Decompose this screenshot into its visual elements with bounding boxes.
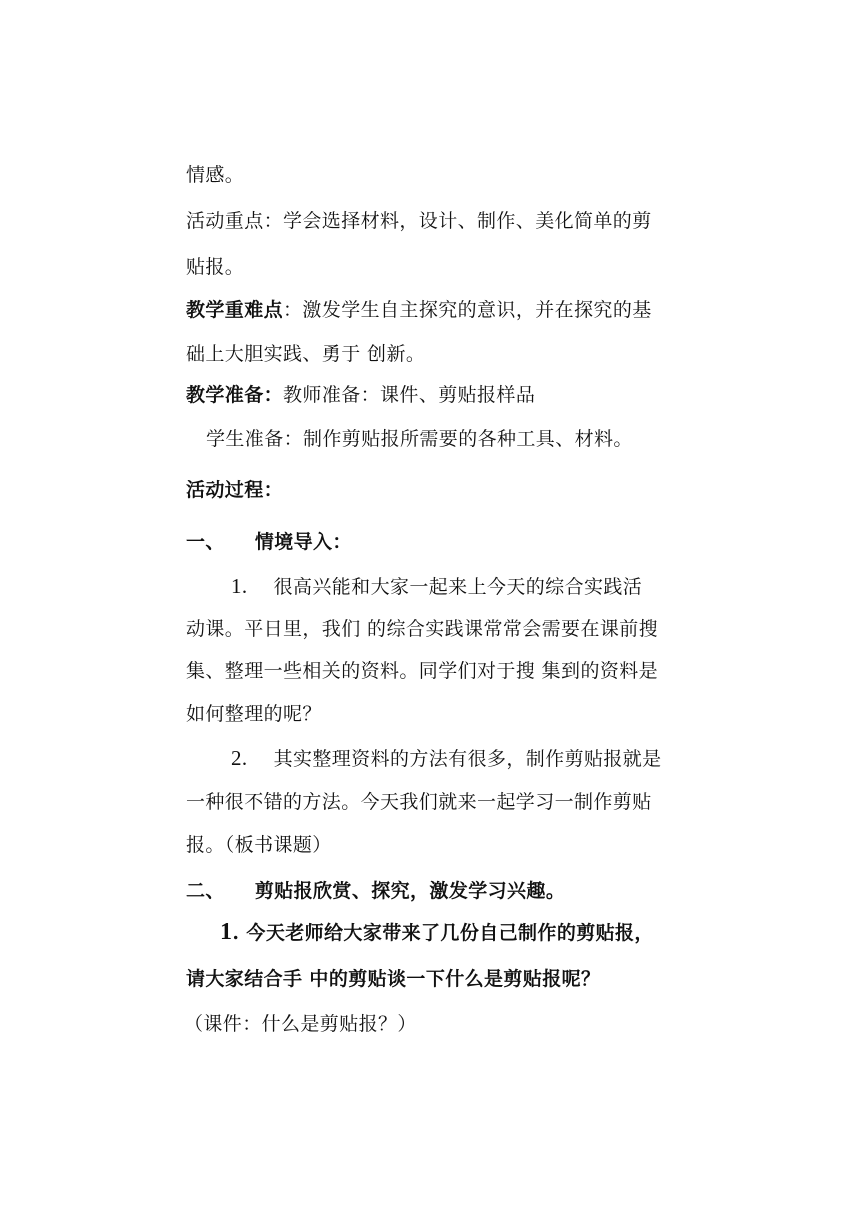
paragraph-line [186, 297, 678, 323]
list-number: 1 [220, 919, 233, 945]
text: 活动过程： [186, 479, 284, 501]
text: 贴报。 [186, 256, 245, 278]
paragraph-line [186, 701, 678, 727]
text: 其实整理资料的方法有很多，制作剪贴报就是 [273, 748, 662, 770]
paragraph-line [206, 426, 698, 452]
heading-text: 情境导入： [254, 531, 352, 553]
section-heading [186, 878, 678, 904]
text: 一种很不错的方法。今天我们就来一起学习一制作剪贴 [186, 791, 652, 813]
paragraph-line [231, 745, 723, 772]
paragraph-line [186, 966, 678, 992]
text: 活动重点：学会选择材料，设计、制作、美化简单的剪 [186, 210, 652, 232]
text: 集、整理一些相关的资料。同学们对于搜 集到的资料是 [186, 660, 659, 682]
text: （课件：什么是剪贴报？） [184, 1013, 417, 1035]
paragraph-line [184, 1011, 676, 1037]
section-label: 教学重难点 [186, 299, 284, 321]
paragraph-line [186, 789, 678, 815]
paragraph-line [186, 341, 678, 367]
paragraph-line [186, 254, 678, 280]
list-number: 2. [231, 746, 248, 770]
section-heading [186, 477, 678, 503]
text: 很高兴能和大家一起来上今天的综合实践活 [273, 576, 643, 598]
text: 如何整理的呢？ [186, 703, 322, 725]
heading-number: 一、 [186, 531, 225, 553]
text: 报。（板书课题） [186, 834, 332, 856]
text: . 今天老师给大家带来了几份自己制作的剪贴报， [232, 922, 654, 944]
text: 情感。 [186, 164, 245, 186]
text: 请大家结合手 中的剪贴谈一下什么是剪贴报呢？ [186, 968, 601, 990]
text: 动课。平日里，我们 的综合实践课常常会需要在课前搜 [186, 618, 659, 640]
section-label: 教学准备： [186, 384, 284, 406]
paragraph-line [186, 382, 678, 408]
heading-number: 二、 [186, 880, 225, 902]
heading-text: 剪贴报欣赏、探究，激发学习兴趣。 [254, 880, 566, 902]
paragraph-line [186, 616, 678, 642]
section-heading [186, 529, 678, 555]
paragraph-line [231, 573, 723, 600]
list-number: 1. [231, 574, 248, 598]
text: 础上大胆实践、勇于 创新。 [186, 343, 426, 365]
paragraph-line [186, 162, 678, 188]
paragraph-line [220, 919, 712, 946]
paragraph-line [186, 658, 678, 684]
text: 学生准备：制作剪贴报所需要的各种工具、材料。 [206, 428, 633, 450]
paragraph-line [186, 208, 678, 234]
text: ：激发学生自主探究的意识，并在探究的基 [283, 299, 652, 321]
paragraph-line [186, 832, 678, 858]
text: 教师准备：课件、剪贴报样品 [283, 384, 536, 406]
